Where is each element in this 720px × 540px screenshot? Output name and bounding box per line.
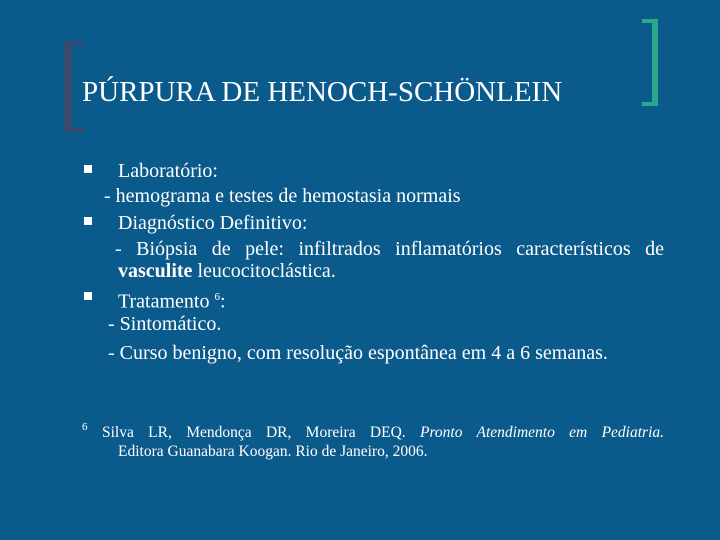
treat-detail-2: - Curso benigno, com resolução espontânea em 4 a 6 semanas. — [108, 342, 608, 364]
left-bracket-decoration — [64, 41, 72, 132]
bullet-square-icon — [84, 165, 92, 173]
treat-footnote-ref: 6 — [214, 291, 220, 303]
treat-label: Tratamento — [118, 290, 210, 313]
diag-detail-rest: leucocitoclástica. — [192, 260, 336, 282]
right-bracket-top — [642, 19, 658, 23]
diag-detail-line-1: - Biópsia de pele: infiltrados inflamatórios característicos de — [115, 238, 664, 260]
reference-authors: Silva LR, Mendonça DR, Moreira DEQ. — [102, 424, 406, 441]
left-bracket-bottom — [64, 128, 84, 132]
reference-publisher: Editora Guanabara Koogan. Rio de Janeiro, 2006. — [118, 443, 428, 460]
bullet-square-icon — [84, 292, 92, 300]
vasculite-bold: vasculite — [118, 260, 193, 282]
slide-title: PÚRPURA DE HENOCH-SCHÖNLEIN — [82, 76, 563, 108]
diag-label: Diagnóstico Definitivo: — [118, 212, 308, 234]
lab-detail: - hemograma e testes de hemostasia normais — [104, 185, 461, 207]
treat-colon: : — [219, 290, 226, 313]
lab-label: Laboratório: — [118, 160, 218, 182]
bullet-square-icon — [84, 217, 92, 225]
treat-label-line — [118, 285, 226, 314]
left-bracket-top — [64, 41, 84, 45]
reference-number: 6 — [82, 421, 88, 433]
right-bracket-decoration — [652, 19, 658, 106]
reference-line-1 — [102, 423, 664, 443]
right-bracket-bottom — [642, 102, 658, 106]
reference-book-title: Pronto Atendimento em Pediatria. — [419, 424, 664, 441]
diag-detail-line-2 — [118, 259, 336, 283]
treat-detail-1: - Sintomático. — [108, 313, 222, 335]
